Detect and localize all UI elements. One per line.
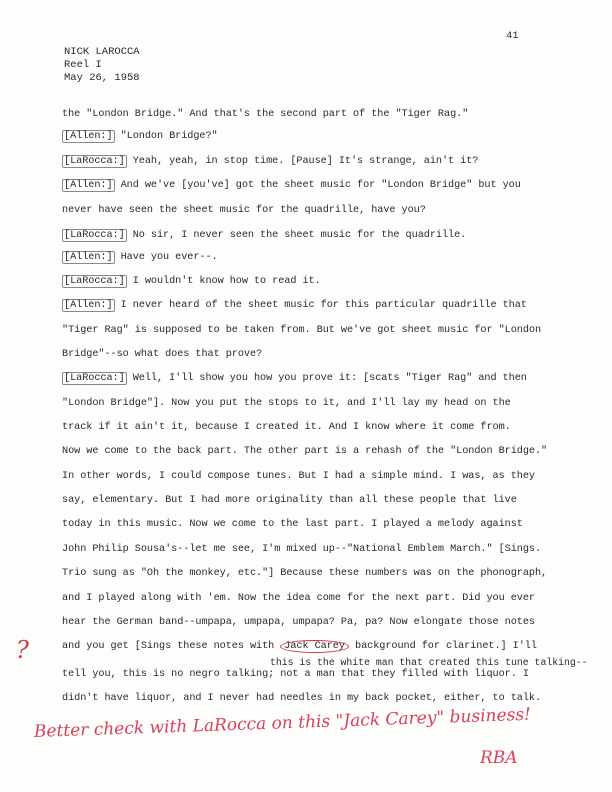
transcript-line: tell you, this is no negro talking; not a man that they filled with liquor. I	[62, 669, 529, 680]
interview-date: May 26, 1958	[64, 72, 140, 84]
transcript-line: never have seen the sheet music for the quadrille, have you?	[62, 205, 426, 216]
transcript-line	[62, 252, 218, 264]
transcript-line: and I played along with 'em. Now the idea come for the next part. Did you ever	[62, 593, 535, 604]
line-text: Have you ever--.	[114, 252, 218, 263]
transcript-line: hear the German band--umpapa, umpapa, umpapa? Pa, pa? Now elongate those notes	[62, 617, 535, 628]
interlinear-insertion: this is the white man that created this tune talking--	[270, 657, 588, 668]
line-text: I wouldn't know how to read it.	[126, 276, 321, 287]
transcript-line: John Philip Sousa's--let me see, I'm mixed up--"National Emblem March." [Sings.	[62, 544, 542, 555]
handwritten-note: Better check with LaRocca on this "Jack Carey" business!	[33, 704, 532, 742]
transcript-line	[62, 276, 321, 288]
transcript-line: Bridge"--so what does that prove?	[62, 349, 263, 360]
transcript-header	[64, 46, 140, 85]
transcript-line	[62, 230, 466, 242]
transcript-line	[62, 131, 218, 143]
speaker-label: [LaRocca:]	[64, 156, 125, 167]
line-text: and you get [Sings these notes with	[62, 641, 281, 652]
line-text: Well, I'll show you how you prove it: [scats "Tiger Rag" and then	[126, 373, 527, 384]
speaker-label: [LaRocca:]	[64, 230, 125, 241]
reel-label: Reel I	[64, 59, 102, 71]
transcript-line: Now we come to the back part. The other part is a rehash of the "London Bridge."	[62, 446, 548, 457]
line-text: No sir, I never seen the sheet music for the quadrille.	[126, 230, 467, 241]
line-text: I never heard of the sheet music for this particular quadrille that	[114, 300, 527, 311]
handwritten-initials: RBA	[480, 748, 518, 768]
transcript-line: track if it ain't it, because I created it. And I know where it come from.	[62, 422, 511, 433]
line-text: background for clarinet.] I'll	[348, 641, 537, 652]
transcript-line	[62, 156, 478, 168]
transcript-line: didn't have liquor, and I never had needles in my back pocket, either, to talk.	[62, 693, 542, 704]
speaker-label: [LaRocca:]	[64, 276, 125, 287]
line-text: "London Bridge?"	[114, 131, 218, 142]
speaker-label: [Allen:]	[64, 180, 113, 191]
line-text: Yeah, yeah, in stop time. [Pause] It's strange, ain't it?	[126, 156, 479, 167]
interviewee-name: NICK LAROCCA	[64, 46, 140, 58]
page-number: 41	[506, 30, 519, 42]
transcript-line	[62, 300, 527, 312]
transcript-line	[62, 641, 537, 653]
speaker-label: [Allen:]	[64, 131, 113, 142]
transcript-line: In other words, I could compose tunes. But I had a simple mind. I was, as they	[62, 471, 535, 482]
question-mark-annotation: ?	[16, 636, 29, 664]
transcript-line: say, elementary. But I had more originality than all these people that live	[62, 495, 517, 506]
speaker-label: [Allen:]	[64, 300, 113, 311]
speaker-label: [Allen:]	[64, 252, 113, 263]
transcript-line: Trio sung as "Oh the monkey, etc."] Because these numbers was on the phonograph,	[62, 568, 548, 579]
transcript-line: "London Bridge"]. Now you put the stops to it, and I'll lay my head on the	[62, 398, 511, 409]
transcript-line	[62, 373, 527, 385]
circled-name: Jack Carey	[280, 640, 349, 653]
speaker-label: [LaRocca:]	[64, 373, 125, 384]
transcript-line: "Tiger Rag" is supposed to be taken from. But we've got sheet music for "London	[62, 325, 542, 336]
line-text: And we've [you've] got the sheet music for "London Bridge" but you	[114, 180, 521, 191]
transcript-line: today in this music. Now we come to the last part. I played a melody against	[62, 519, 523, 530]
transcript-line: the "London Bridge." And that's the second part of the "Tiger Rag."	[62, 109, 469, 120]
transcript-line	[62, 180, 521, 192]
